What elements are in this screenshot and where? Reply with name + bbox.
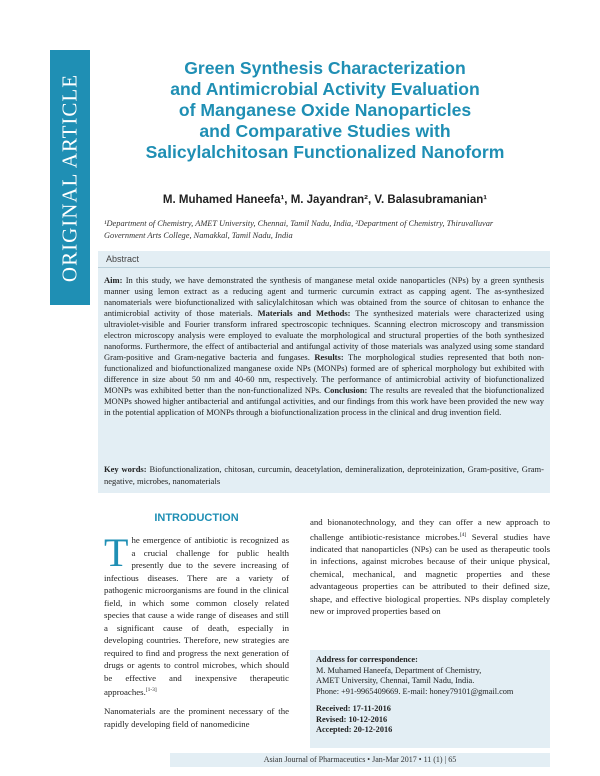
intro-paragraph-1 <box>104 530 289 698</box>
methods-label: Materials and Methods: <box>257 308 351 318</box>
revised-date: Revised: 10-12-2016 <box>316 714 388 724</box>
title-line: Green Synthesis Characterization <box>184 58 466 78</box>
keywords-label: Key words: <box>104 464 147 474</box>
aim-text: In this study, we have demonstrated the synthesis of manganese metal oxide nanoparticles (NPs) by a green synthesis manner using lemon extract as a reducing agent and turmeric curcumin extract as capping agent. The as-synthesized nanomaterials were biofunctionalized with salicylalchitosan which was obtained from the source of chitosan to enhance the antimicrobial activity of those materials. <box>104 275 544 318</box>
article-dates <box>316 704 548 736</box>
citation: [1-3] <box>145 687 157 693</box>
right-paragraph-cont: Several studies have indicated that nanoparticles (NPs) can be used as therapeutic tools in infections, against microbes because of their unique physical, chemical, mechanical, and magnetic properties and these advantageous properties can be attributed to their defined size, shape, and effective biological properties. NPs display completely new or improved properties based on <box>310 531 550 617</box>
citation: [4] <box>459 531 467 538</box>
left-column <box>104 512 289 730</box>
abstract-divider <box>98 267 550 268</box>
article-title <box>100 58 550 163</box>
title-line: Salicylalchitosan Functionalized Nanoform <box>145 142 505 162</box>
methods-text: The synthesized materials were characterized using ultraviolet-visible and Fourier transform infrared spectroscopic techniques. Scanning electron microscopy and transmission electron microscopy analysis were employed to evaluate the morphological and structural properties of the both synthesized nanoforms. Furthermore, the effect of antibacterial and antifungal activity of those materials was analyzed using some standard Gram-positive and Gram-negative bacteria and fungases. <box>104 308 544 362</box>
abstract-heading: Abstract <box>106 254 140 264</box>
drop-cap: T <box>104 530 129 575</box>
results-text: The morphological studies represented that both non-functionalized and biofunctionalized manganese oxide NPs (MONPs) formed are of spherical morphology but exhibited with difference in size about 50 nm and 40-60 nm, respectively. The performance of antimicrobial activity of biofunctionalized MONPs was exhibited better than the non-functionalized NPs. <box>104 352 544 395</box>
abstract-text <box>104 275 544 418</box>
intro-paragraph-1-text: he emergence of antibiotic is recognized as a crucial challenge for public health presently due to the severe increasing of infectious diseases. There are a variety of pathogenic microorganisms are found in the clinical field, in which some common closely related species that cause a wide range of diseases and still a significant cause of death, especially in developing countries. Therefore, new strategies are required to find and progress the next generation of drugs or agents to control microbes, which should be effective and inexpensive therapeutic approaches. <box>104 535 289 697</box>
affiliations: ¹Department of Chemistry, AMET University, Chennai, Tamil Nadu, India, ²Department of Chemistry, Thiruvalluvar Government Arts College, Namakkal, Tamil Nadu, India <box>104 219 494 240</box>
intro-paragraph-2: Nanomaterials are the prominent necessary of the rapidly developing field of nanomedicine <box>104 706 289 729</box>
journal-footer: Asian Journal of Pharmaceutics • Jan-Mar 2017 • 11 (1) | 65 <box>170 753 550 767</box>
received-date: Received: 17-11-2016 <box>316 704 391 713</box>
title-line: and Comparative Studies with <box>199 121 451 141</box>
authors: M. Muhamed Haneefa¹, M. Jayandran², V. Balasubramanian¹ <box>162 194 488 206</box>
keywords-text: Biofunctionalization, chitosan, curcumin, deacetylation, demineralization, deproteinization, Gram-positive, Gram-negative, microbes, nanomaterials <box>104 464 544 486</box>
conclusion-label: Conclusion: <box>323 385 368 395</box>
introduction-heading: INTRODUCTION <box>154 512 239 524</box>
aim-label: Aim: <box>104 275 123 285</box>
correspondence <box>316 655 548 736</box>
right-paragraph <box>310 516 550 618</box>
correspondence-heading: Address for correspondence: <box>316 655 418 664</box>
right-paragraph-text: and bionanotechnology, and they can offer a new approach to challenge antibiotic-resistance microbes. <box>310 517 550 542</box>
conclusion-text: The results are revealed that the biofunctionalized MONPs showed higher antibacterial and antifungal activities, and our findings from this work have been provided the new way in the potential application of MONPs through a biofunctionalization process in the clinical and drug invention field. <box>104 385 544 417</box>
correspondence-line: M. Muhamed Haneefa, Department of Chemistry, <box>316 665 482 675</box>
correspondence-line: AMET University, Chennai, Tamil Nadu, India. <box>316 676 475 685</box>
keywords <box>104 464 544 487</box>
correspondence-contact: Phone: +91-9965409669. E-mail: honey79101@gmail.com <box>316 686 514 696</box>
results-label: Results: <box>314 352 344 362</box>
right-column <box>310 516 550 618</box>
title-line: of Manganese Oxide Nanoparticles <box>178 100 472 120</box>
accepted-date: Accepted: 20-12-2016 <box>316 725 393 734</box>
title-line: and Antimicrobial Activity Evaluation <box>170 79 480 99</box>
article-type-label: ORIGINAL ARTICLE <box>57 73 82 283</box>
